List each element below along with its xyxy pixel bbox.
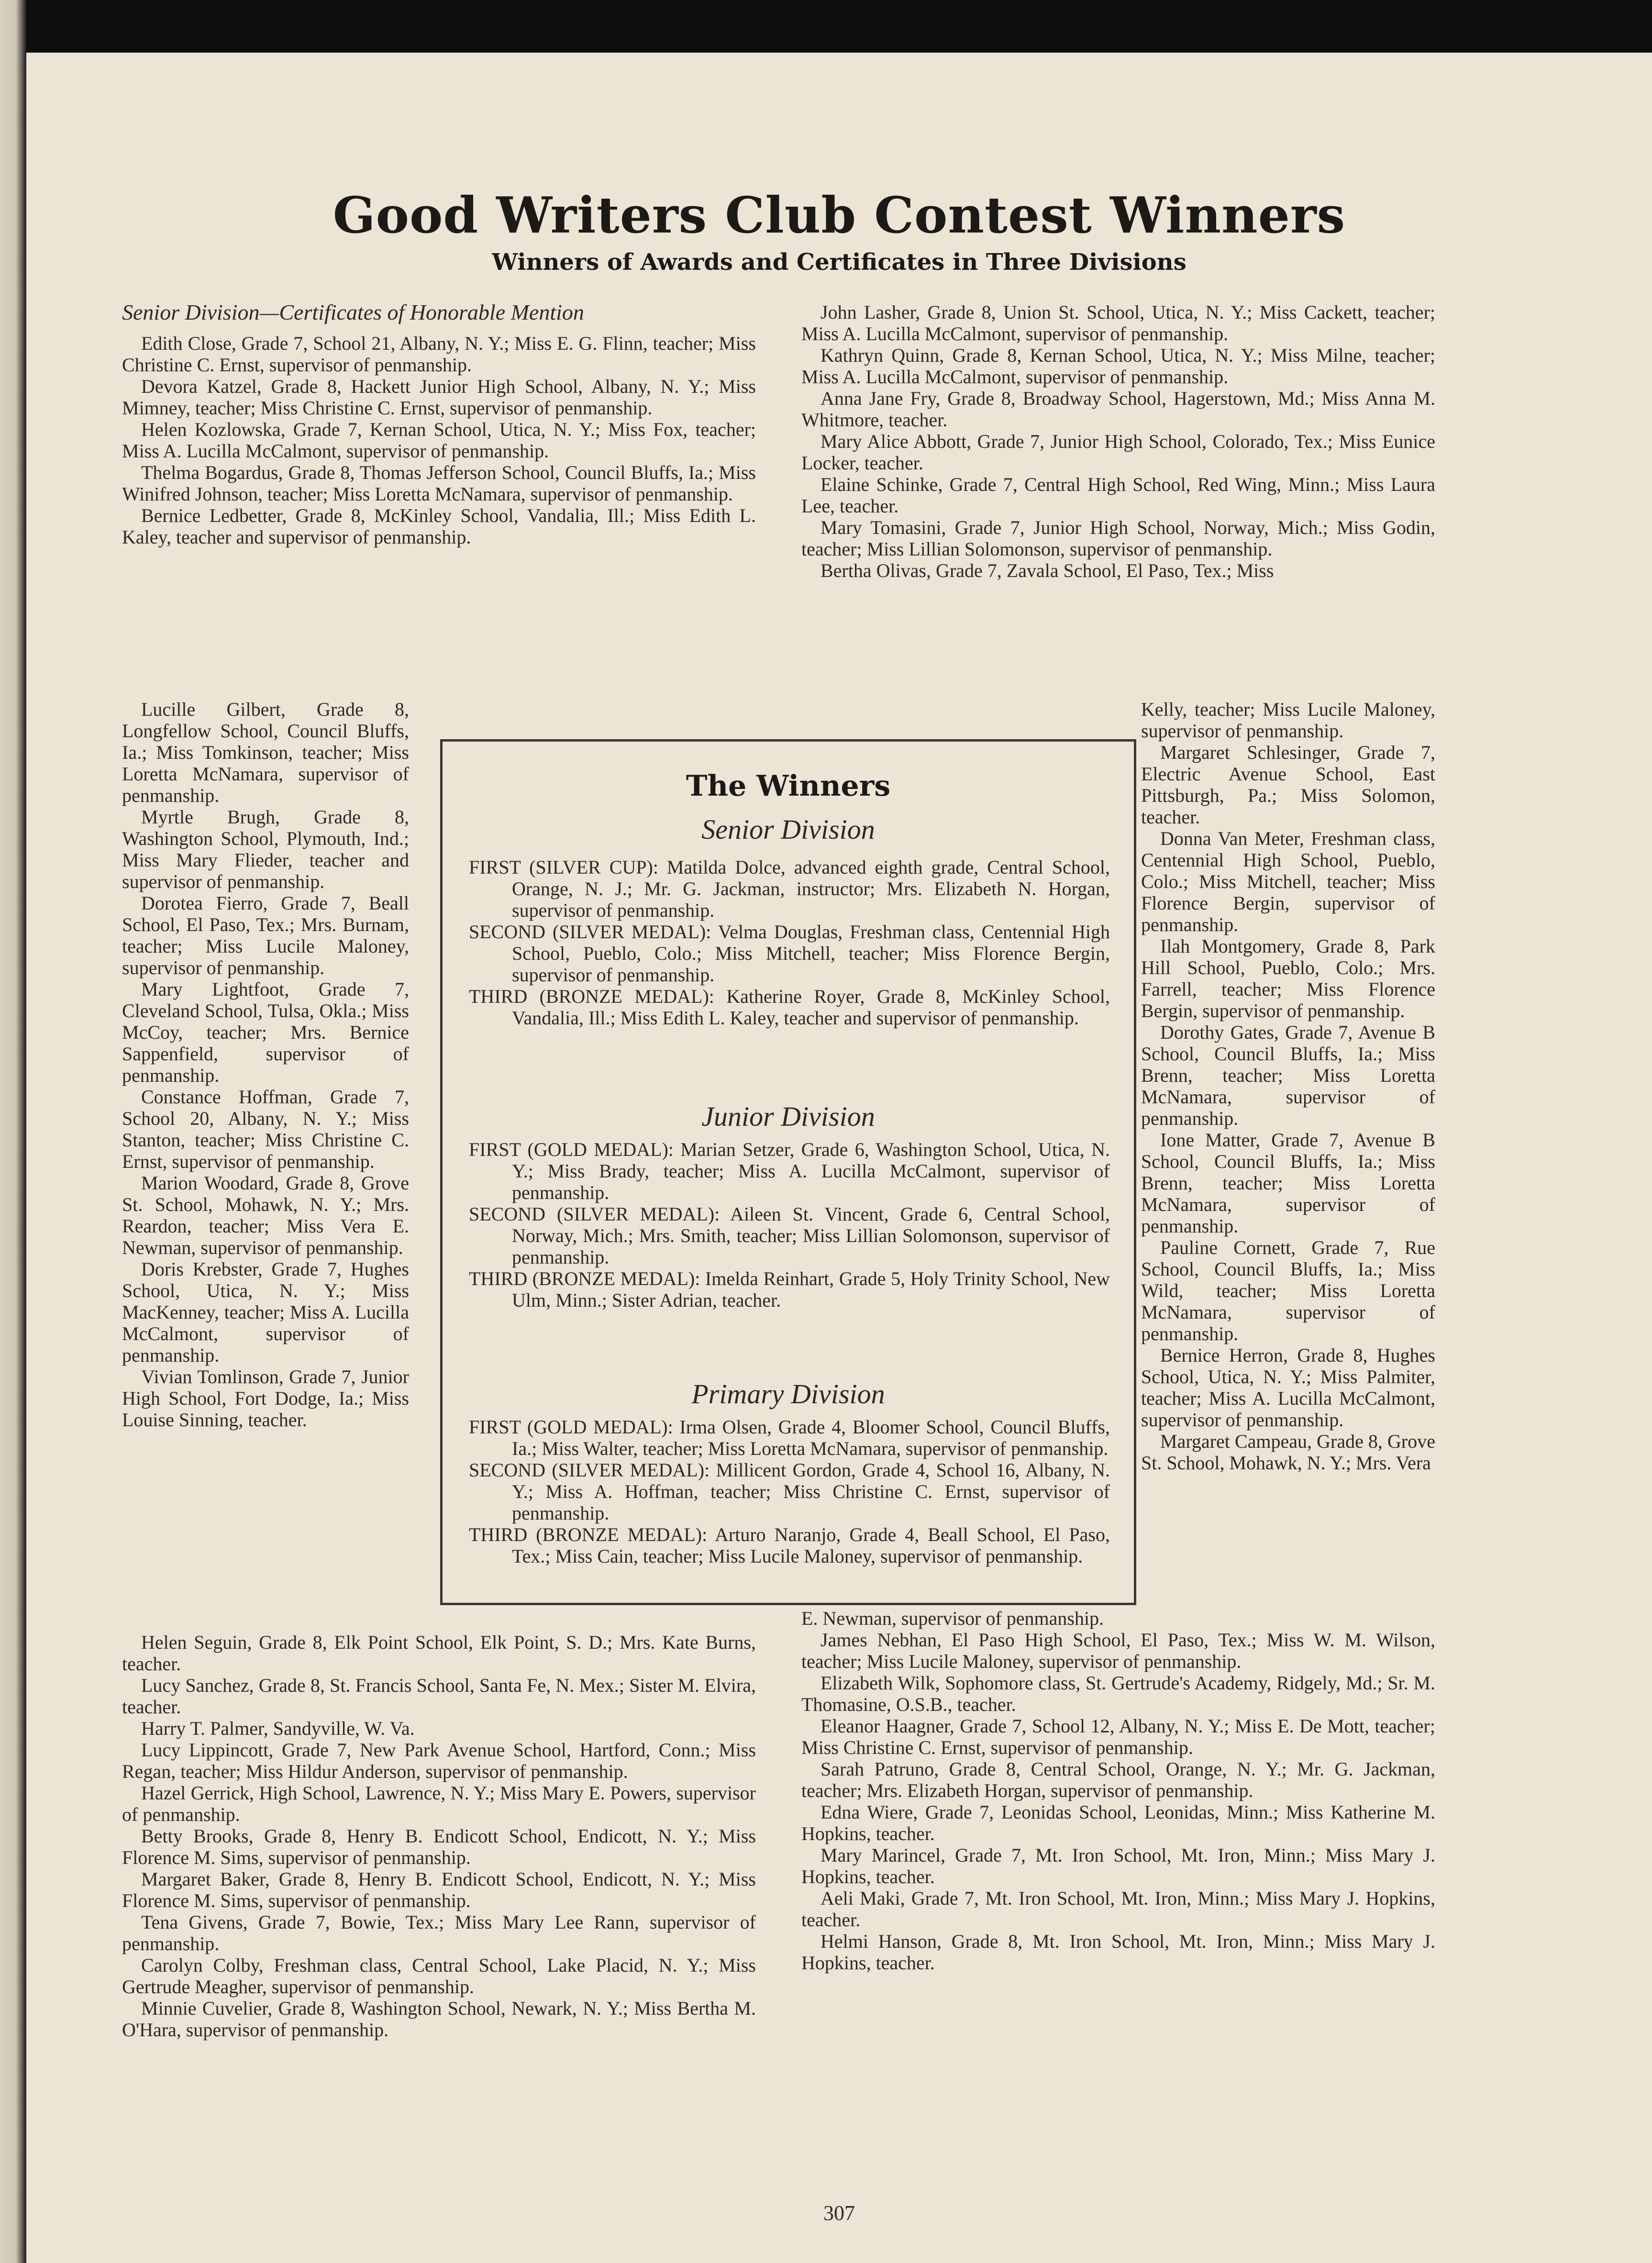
entry: Dorotea Fierro, Grade 7, Beall School, El Paso, Tex.; Mrs. Burnam, teacher; Miss Lucile Maloney, supervisor of penmanship. bbox=[122, 892, 409, 978]
junior-division-heading: Junior Division bbox=[701, 1101, 875, 1132]
winners-box-title: The Winners bbox=[686, 769, 891, 803]
entry: Vivian Tomlinson, Grade 7, Junior High School, Fort Dodge, Ia.; Miss Louise Sinning, teacher. bbox=[122, 1366, 409, 1431]
entry: Bernice Herron, Grade 8, Hughes School, Utica, N. Y.; Miss Palmiter, teacher; Miss A. Lucilla McCalmont, supervisor of penmanship. bbox=[1141, 1344, 1435, 1431]
junior-second: SECOND (SILVER MEDAL): Aileen St. Vincent, Grade 6, Central School, Norway, Mich.; Mrs. Smith, teacher; Miss Lillian Solomonson, supervisor of penmanship. bbox=[469, 1203, 1110, 1268]
page-number: 307 bbox=[823, 2201, 855, 2225]
entry: Lucille Gilbert, Grade 8, Longfellow School, Council Bluffs, Ia.; Miss Tomkinson, teacher; Miss Loretta McNamara, supervisor of penmanship. bbox=[122, 699, 409, 806]
magazine-page bbox=[26, 53, 1652, 2263]
left-column-top bbox=[122, 301, 756, 548]
entry: Bernice Ledbetter, Grade 8, McKinley School, Vandalia, Ill.; Miss Edith L. Kaley, teacher and supervisor of penmanship. bbox=[122, 505, 756, 548]
entry: Anna Jane Fry, Grade 8, Broadway School, Hagerstown, Md.; Miss Anna M. Whitmore, teacher. bbox=[801, 388, 1435, 431]
entry: Constance Hoffman, Grade 7, School 20, Albany, N. Y.; Miss Stanton, teacher; Miss Christine C. Ernst, supervisor of penmanship. bbox=[122, 1086, 409, 1172]
entry: Doris Krebster, Grade 7, Hughes School, Utica, N. Y.; Miss MacKenney, teacher; Miss A. Lucilla McCalmont, supervisor of penmanship. bbox=[122, 1258, 409, 1366]
entry: Helen Kozlowska, Grade 7, Kernan School, Utica, N. Y.; Miss Fox, teacher; Miss A. Lucilla McCalmont, supervisor of penmanship. bbox=[122, 419, 756, 462]
entry: Betty Brooks, Grade 8, Henry B. Endicott School, Endicott, N. Y.; Miss Florence M. Sims, supervisor of penmanship. bbox=[122, 1825, 756, 1868]
entry: Edith Close, Grade 7, School 21, Albany, N. Y.; Miss E. G. Flinn, teacher; Miss Christine C. Ernst, supervisor of penmanship. bbox=[122, 333, 756, 376]
entry: Myrtle Brugh, Grade 8, Washington School, Plymouth, Ind.; Miss Mary Flieder, teacher and supervisor of penmanship. bbox=[122, 806, 409, 892]
entry: Hazel Gerrick, High School, Lawrence, N. Y.; Miss Mary E. Powers, supervisor of penmanship. bbox=[122, 1782, 756, 1825]
entry: Helmi Hanson, Grade 8, Mt. Iron School, Mt. Iron, Minn.; Miss Mary J. Hopkins, teacher. bbox=[801, 1930, 1435, 1974]
primary-division-entries bbox=[469, 1416, 1110, 1567]
entry: Aeli Maki, Grade 7, Mt. Iron School, Mt. Iron, Minn.; Miss Mary J. Hopkins, teacher. bbox=[801, 1887, 1435, 1930]
left-column-narrow bbox=[122, 699, 409, 1431]
entry: Mary Alice Abbott, Grade 7, Junior High School, Colorado, Tex.; Miss Eunice Locker, teacher. bbox=[801, 431, 1435, 474]
entry: James Nebhan, El Paso High School, El Paso, Tex.; Miss W. M. Wilson, teacher; Miss Lucile Maloney, supervisor of penmanship. bbox=[801, 1629, 1435, 1672]
entry: Harry T. Palmer, Sandyville, W. Va. bbox=[141, 1718, 415, 1739]
entry: Kathryn Quinn, Grade 8, Kernan School, Utica, N. Y.; Miss Milne, teacher; Miss A. Lucilla McCalmont, supervisor of penmanship. bbox=[801, 344, 1435, 388]
entry: Ilah Montgomery, Grade 8, Park Hill School, Pueblo, Colo.; Mrs. Farrell, teacher; Miss Florence Bergin, supervisor of penmanship. bbox=[1141, 935, 1435, 1021]
entry: Mary Tomasini, Grade 7, Junior High School, Norway, Mich.; Miss Godin, teacher; Miss Lillian Solomonson, supervisor of penmanship. bbox=[801, 517, 1435, 560]
entry: John Lasher, Grade 8, Union St. School, Utica, N. Y.; Miss Cackett, teacher; Miss A. Lucilla McCalmont, supervisor of penmanship. bbox=[801, 301, 1435, 344]
entry-continued: E. Newman, supervisor of penmanship. bbox=[801, 1608, 1104, 1629]
entry: Margaret Campeau, Grade 8, Grove St. School, Mohawk, N. Y.; Mrs. Vera bbox=[1141, 1431, 1435, 1474]
senior-second: SECOND (SILVER MEDAL): Velma Douglas, Freshman class, Centennial High School, Pueblo, Colo.; Miss Mitchell, teacher; Miss Florence Bergin, supervisor of penmanship. bbox=[469, 921, 1110, 986]
page-title: Good Writers Club Contest Winners bbox=[333, 186, 1346, 244]
entry-continued: Kelly, teacher; Miss Lucile Maloney, supervisor of penmanship. bbox=[1141, 699, 1435, 742]
entry: Elaine Schinke, Grade 7, Central High School, Red Wing, Minn.; Miss Laura Lee, teacher. bbox=[801, 474, 1435, 517]
entry: Margaret Baker, Grade 8, Henry B. Endicott School, Endicott, N. Y.; Miss Florence M. Sims, supervisor of penmanship. bbox=[122, 1868, 756, 1911]
entry: Carolyn Colby, Freshman class, Central School, Lake Placid, N. Y.; Miss Gertrude Meagher, supervisor of penmanship. bbox=[122, 1954, 756, 1997]
entry: Elizabeth Wilk, Sophomore class, St. Gertrude's Academy, Ridgely, Md.; Sr. M. Thomasine, O.S.B., teacher. bbox=[801, 1672, 1435, 1715]
primary-first: FIRST (GOLD MEDAL): Irma Olsen, Grade 4, Bloomer School, Council Bluffs, Ia.; Miss Walter, teacher; Miss Loretta McNamara, supervisor of penmanship. bbox=[469, 1416, 1110, 1459]
entry: Devora Katzel, Grade 8, Hackett Junior High School, Albany, N. Y.; Miss Mimney, teacher; Miss Christine C. Ernst, supervisor of penmanship. bbox=[122, 376, 756, 419]
entry: Edna Wiere, Grade 7, Leonidas School, Leonidas, Minn.; Miss Katherine M. Hopkins, teacher. bbox=[801, 1801, 1435, 1844]
junior-first: FIRST (GOLD MEDAL): Marian Setzer, Grade 6, Washington School, Utica, N. Y.; Miss Brady, teacher; Miss A. Lucilla McCalmont, supervisor of penmanship. bbox=[469, 1139, 1110, 1203]
primary-second: SECOND (SILVER MEDAL): Millicent Gordon, Grade 4, School 16, Albany, N. Y.; Miss A. Hoffman, teacher; Miss Christine C. Ernst, supervisor of penmanship. bbox=[469, 1459, 1110, 1524]
entry: Mary Marincel, Grade 7, Mt. Iron School, Mt. Iron, Minn.; Miss Mary J. Hopkins, teacher. bbox=[801, 1844, 1435, 1887]
entry: Mary Lightfoot, Grade 7, Cleveland School, Tulsa, Okla.; Miss McCoy, teacher; Mrs. Bernice Sappenfield, supervisor of penmanship. bbox=[122, 978, 409, 1086]
page-subtitle: Winners of Awards and Certificates in Three Divisions bbox=[492, 249, 1186, 276]
entry: Thelma Bogardus, Grade 8, Thomas Jefferson School, Council Bluffs, Ia.; Miss Winifred Johnson, teacher; Miss Loretta McNamara, supervisor of penmanship. bbox=[122, 462, 756, 505]
entry: Eleanor Haagner, Grade 7, School 12, Albany, N. Y.; Miss E. De Mott, teacher; Miss Christine C. Ernst, supervisor of penmanship. bbox=[801, 1715, 1435, 1758]
entry: Marion Woodard, Grade 8, Grove St. School, Mohawk, N. Y.; Mrs. Reardon, teacher; Miss Vera E. Newman, supervisor of penmanship. bbox=[122, 1172, 409, 1258]
entry: Lucy Lippincott, Grade 7, New Park Avenue School, Hartford, Conn.; Miss Regan, teacher; Miss Hildur Anderson, supervisor of penmanship. bbox=[122, 1739, 756, 1782]
entry: Lucy Sanchez, Grade 8, St. Francis School, Santa Fe, N. Mex.; Sister M. Elvira, teacher. bbox=[122, 1675, 756, 1718]
senior-division-heading: Senior Division bbox=[701, 814, 875, 845]
entry: Pauline Cornett, Grade 7, Rue School, Council Bluffs, Ia.; Miss Wild, teacher; Miss Loretta McNamara, supervisor of penmanship. bbox=[1141, 1237, 1435, 1344]
right-column-bottom bbox=[801, 1608, 1435, 1974]
senior-division-entries bbox=[469, 856, 1110, 1029]
senior-third: THIRD (BRONZE MEDAL): Katherine Royer, Grade 8, McKinley School, Vandalia, Ill.; Miss Edith L. Kaley, teacher and supervisor of penmanship. bbox=[469, 986, 1110, 1029]
entry: Minnie Cuvelier, Grade 8, Washington School, Newark, N. Y.; Miss Bertha M. O'Hara, supervisor of penmanship. bbox=[122, 1997, 756, 2041]
right-column-top bbox=[801, 301, 1435, 581]
entry: Dorothy Gates, Grade 7, Avenue B School, Council Bluffs, Ia.; Miss Brenn, teacher; Miss Loretta McNamara, supervisor of penmanship. bbox=[1141, 1021, 1435, 1129]
senior-first: FIRST (SILVER CUP): Matilda Dolce, advanced eighth grade, Central School, Orange, N. J.; Mr. G. Jackman, instructor; Mrs. Elizabeth N. Horgan, supervisor of penmanship. bbox=[469, 856, 1110, 921]
entry: Sarah Patruno, Grade 8, Central School, Orange, N. Y.; Mr. G. Jackman, teacher; Mrs. Elizabeth Horgan, supervisor of penmanship. bbox=[801, 1758, 1435, 1801]
entry: Tena Givens, Grade 7, Bowie, Tex.; Miss Mary Lee Rann, supervisor of penmanship. bbox=[122, 1911, 756, 1954]
entry: Helen Seguin, Grade 8, Elk Point School, Elk Point, S. D.; Mrs. Kate Burns, teacher. bbox=[122, 1631, 756, 1675]
left-column-bottom bbox=[122, 1631, 756, 2041]
primary-third: THIRD (BRONZE MEDAL): Arturo Naranjo, Grade 4, Beall School, El Paso, Tex.; Miss Cain, teacher; Miss Lucile Maloney, supervisor of penmanship. bbox=[469, 1524, 1110, 1567]
winners-box bbox=[440, 739, 1136, 1605]
junior-third: THIRD (BRONZE MEDAL): Imelda Reinhart, Grade 5, Holy Trinity School, New Ulm, Minn.; Sister Adrian, teacher. bbox=[469, 1268, 1110, 1311]
junior-division-entries bbox=[469, 1139, 1110, 1311]
primary-division-heading: Primary Division bbox=[691, 1378, 885, 1409]
right-column-narrow bbox=[1141, 699, 1435, 1474]
binding-gutter bbox=[0, 0, 26, 2263]
entry: Margaret Schlesinger, Grade 7, Electric Avenue School, East Pittsburgh, Pa.; Miss Solomon, teacher. bbox=[1141, 742, 1435, 828]
honorable-mention-heading: Senior Division—Certificates of Honorable Mention bbox=[122, 300, 584, 324]
entry: Ione Matter, Grade 7, Avenue B School, Council Bluffs, Ia.; Miss Brenn, teacher; Miss Loretta McNamara, supervisor of penmanship. bbox=[1141, 1129, 1435, 1237]
entry: Donna Van Meter, Freshman class, Centennial High School, Pueblo, Colo.; Miss Mitchell, teacher; Miss Florence Bergin, supervisor of penmanship. bbox=[1141, 828, 1435, 935]
entry: Bertha Olivas, Grade 7, Zavala School, El Paso, Tex.; Miss bbox=[820, 560, 1274, 581]
